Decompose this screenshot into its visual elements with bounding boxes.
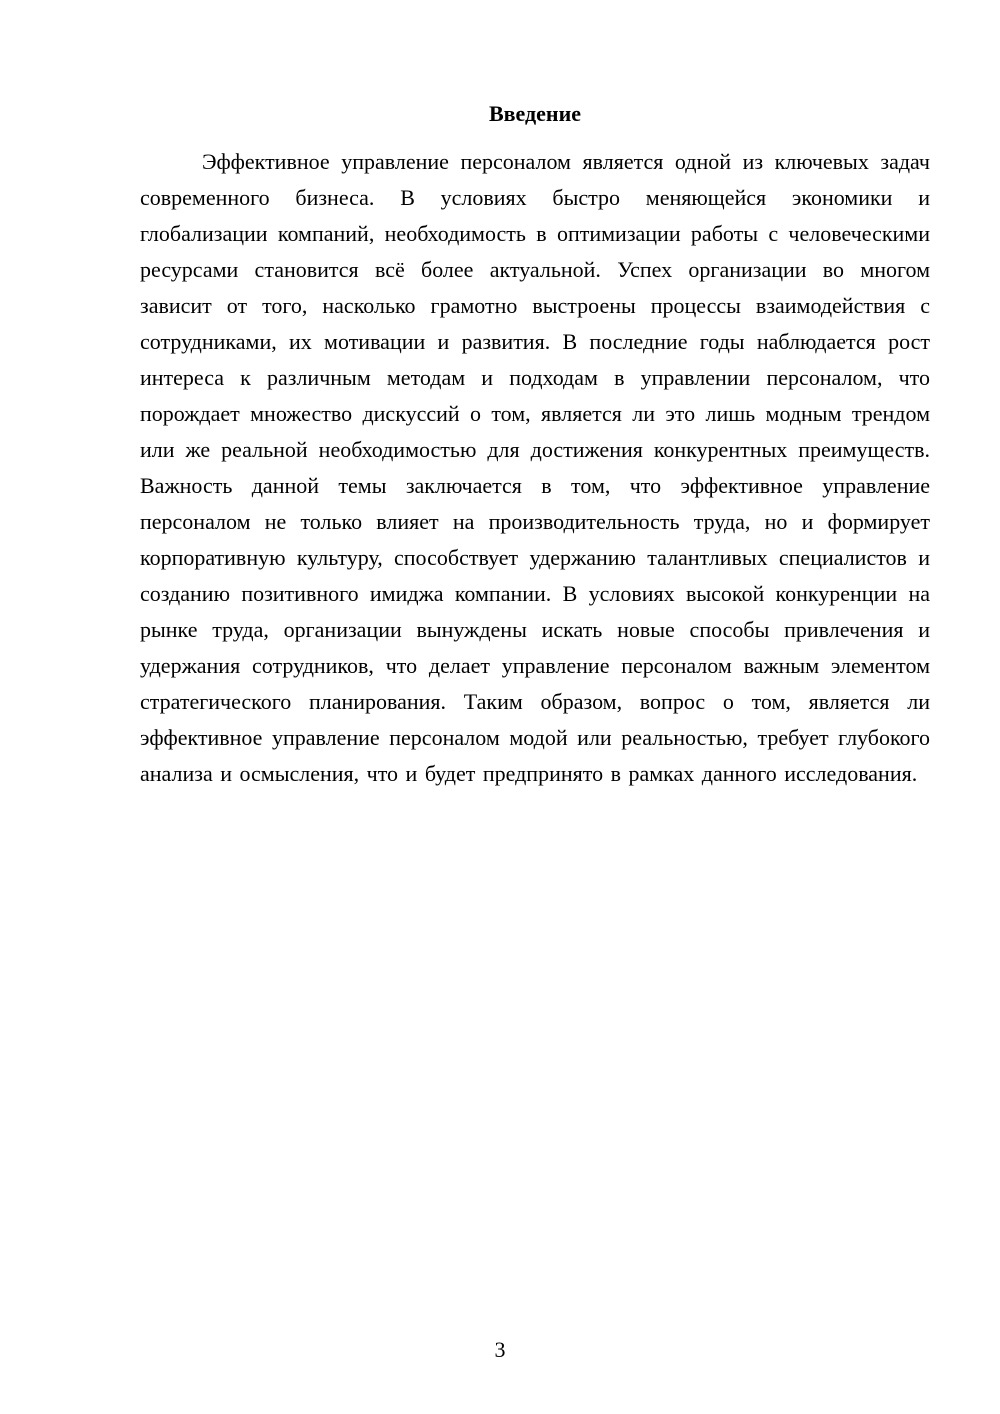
page-title: Введение <box>488 101 582 126</box>
introduction-paragraph: Эффективное управление персоналом является одной из ключевых задач современного бизнеса. В условиях быстро меняющейся экономики и глобализации компаний, необходимость в оптимизации работы с человеческими ресурсами становится всё более актуальной. Успех организации во многом зависит от того, насколько грамотно выстроены процессы взаимодействия с сотрудниками, их мотивации и развития. В последние годы наблюдается рост интереса к различным методам и подходам в управлении персоналом, что порождает множество дискуссий о том, является ли это лишь модным трендом или же реальной необходимостью для достижения конкурентных преимуществ. Важность данной темы заключается в том, что эффективное управление персоналом не только влияет на производительность труда, но и формирует корпоративную культуру, способствует удержанию талантливых специалистов и созданию позитивного имиджа компании. В условиях высокой конкуренции на рынке труда, организации вынуждены искать новые способы привлечения и удержания сотрудников, что делает управление персоналом важным элементом стратегического планирования. Таким образом, вопрос о том, является ли эффективное управление персоналом модой или реальностью, требует глубокого анализа и осмысления, что и будет предпринято в рамках данного исследования. <box>140 149 930 786</box>
page-number: 3 <box>494 1337 506 1362</box>
